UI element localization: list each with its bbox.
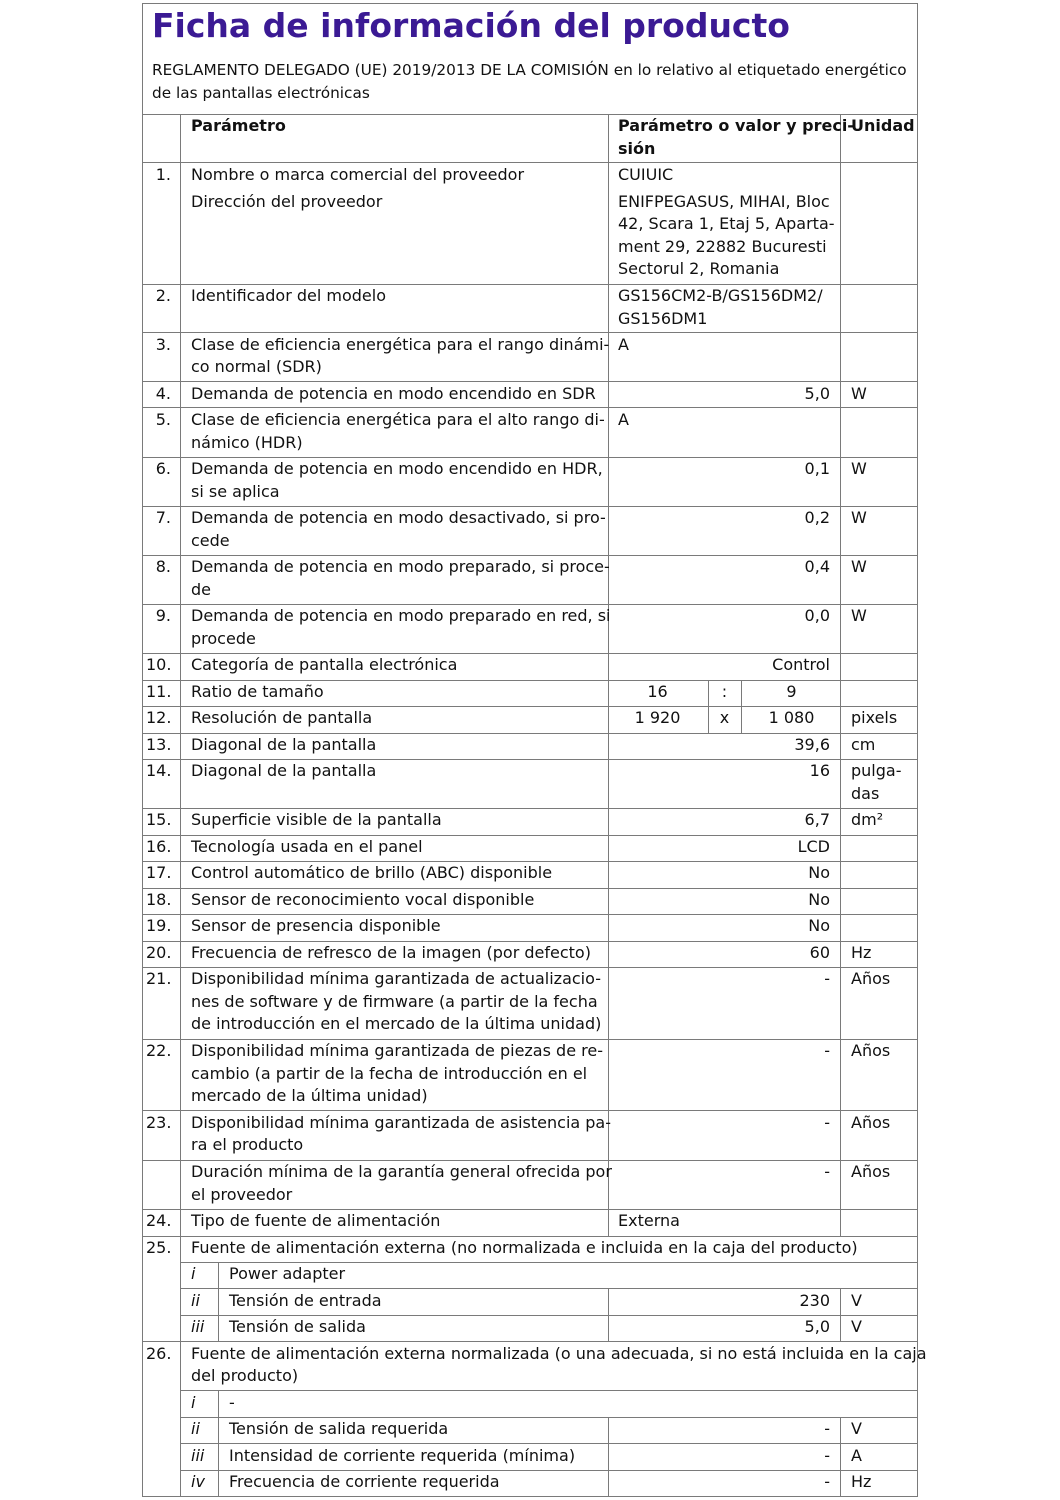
row-number: 6. [155,459,171,478]
row-label-line: procede [191,629,256,648]
column-header-unit: Unidad [851,116,915,135]
row-label-line: cambio (a partir de la fecha de introducción en el [191,1064,588,1083]
row-value: 0,2 [804,508,830,527]
grid-line [180,1390,918,1391]
row-unit: W [851,606,867,625]
row-label: Demanda de potencia en modo encendido en SDR [191,384,596,403]
row-value-line: 42, Scara 1, Etaj 5, Aparta- [618,214,835,233]
row-number: 5. [155,410,171,429]
row-unit: Años [851,1113,891,1132]
grid-line [142,1110,918,1111]
row-number: 21. [146,969,172,988]
row-label: Control automático de brillo (ABC) disponible [191,863,553,882]
row-unit: Años [851,969,891,988]
resolution-width: 1 920 [634,708,681,727]
row-label: Tecnología usada en el panel [191,837,423,856]
sub-row-label: Tensión de entrada [229,1291,382,1310]
sub-row-numeral: i [191,1393,196,1412]
row-label-line: cede [191,531,230,550]
row-value: - [824,1041,830,1060]
sub-row-label: Power adapter [229,1264,346,1283]
row-number: 16. [146,837,172,856]
row-unit: W [851,557,867,576]
row-value: No [808,863,830,882]
sub-row-unit: V [851,1317,862,1336]
row-unit: dm² [851,810,884,829]
row-label: Ratio de tamaño [191,682,324,701]
sub-row-value: - [824,1419,830,1438]
row-value: 0,4 [804,557,830,576]
grid-line [142,162,918,163]
resolution-height: 1 080 [768,708,815,727]
row-number: 26. [146,1344,172,1363]
sub-row-label: - [229,1393,235,1412]
sub-row-label: Frecuencia de corriente requerida [229,1472,500,1491]
row-number: 11. [146,682,172,701]
grid-line [142,407,918,408]
sub-row-label: Intensidad de corriente requerida (mínima) [229,1446,576,1465]
row-label: Superficie visible de la pantalla [191,810,442,829]
row-number: 17. [146,863,172,882]
grid-line [840,114,841,1236]
resolution-separator: x [719,708,730,727]
row-label: Diagonal de la pantalla [191,735,377,754]
row-unit-line: pulga- [851,761,902,780]
row-label-line: Demanda de potencia en modo preparado en red, si [191,606,611,625]
row-label-line: Demanda de potencia en modo encendido en HDR, [191,459,603,478]
row-number: 20. [146,943,172,962]
row-label-line: Duración mínima de la garantía general ofrecida por [191,1162,612,1181]
row-value-line: GS156CM2-B/GS156DM2/ [618,286,823,305]
row-number: 8. [155,557,171,576]
row-number: 1. [155,165,171,184]
row-number: 22. [146,1041,172,1060]
row-label-line: Demanda de potencia en modo preparado, si proce- [191,557,610,576]
row-value-line: ENIFPEGASUS, MIHAI, Bloc [618,192,830,211]
row-number: 12. [146,708,172,727]
row-number: 25. [146,1238,172,1257]
row-label-line: Fuente de alimentación externa normalizada (o una adecuada, si no está incluida en la caja [191,1344,927,1363]
row-value: 5,0 [804,384,830,403]
row-unit: Años [851,1162,891,1181]
page-title: Ficha de información del producto [152,6,790,45]
row-value: No [808,890,830,909]
row-label-line: Clase de eficiencia energética para el alto rango di- [191,410,605,429]
row-value: - [824,1162,830,1181]
row-value: Externa [618,1211,680,1230]
row-unit-line: das [851,784,880,803]
row-label-line: Disponibilidad mínima garantizada de actualizacio- [191,969,601,988]
row-label-line: ra el producto [191,1135,304,1154]
sub-row-unit: Hz [851,1472,872,1491]
ratio-separator: : [721,682,728,701]
row-label: Sensor de reconocimiento vocal disponible [191,890,535,909]
column-header-parameter: Parámetro [191,116,286,135]
row-value: A [618,335,629,354]
row-label: Categoría de pantalla electrónica [191,655,458,674]
row-number: 9. [155,606,171,625]
row-unit: Hz [851,943,872,962]
row-value: Control [772,655,830,674]
sub-row-value: - [824,1472,830,1491]
row-value: - [824,1113,830,1132]
sub-row-numeral: iii [191,1446,205,1465]
row-value: 0,0 [804,606,830,625]
sub-row-numeral: ii [191,1419,200,1438]
row-label-line: de introducción en el mercado de la última unidad) [191,1014,602,1033]
row-value-line: Sectorul 2, Romania [618,259,780,278]
ratio-width: 16 [647,682,668,701]
row-label-line: mercado de la última unidad) [191,1086,428,1105]
grid-line [840,1288,841,1341]
row-value: A [618,410,629,429]
row-number: 19. [146,916,172,935]
grid-line [142,332,918,333]
row-value: LCD [797,837,830,856]
grid-line [180,1288,918,1289]
row-number: 14. [146,761,172,780]
row-number: 7. [155,508,171,527]
row-number: 4. [155,384,171,403]
sub-row-unit: V [851,1291,862,1310]
row-label: Fuente de alimentación externa (no normalizada e incluida en la caja del producto) [191,1238,858,1257]
grid-line [142,381,918,382]
row-value: 16 [809,761,830,780]
row-label: Sensor de presencia disponible [191,916,441,935]
row-value-line: ment 29, 22882 Bucuresti [618,237,827,256]
row-number: 15. [146,810,172,829]
row-label-line: Demanda de potencia en modo desactivado, si pro- [191,508,606,527]
sub-row-numeral: i [191,1264,196,1283]
grid-line [218,1262,219,1341]
grid-line [180,1443,918,1444]
grid-line [608,114,609,1236]
row-label-line: si se aplica [191,482,280,501]
row-label-line: Clase de eficiencia energética para el rango dinámi- [191,335,610,354]
column-header-value-line1: Parámetro o valor y preci- [618,116,854,135]
row-label: Tipo de fuente de alimentación [191,1211,441,1230]
sub-row-label: Tensión de salida requerida [229,1419,449,1438]
row-label: Identificador del modelo [191,286,387,305]
sub-row-numeral: ii [191,1291,200,1310]
sub-row-numeral: iv [191,1472,205,1491]
row-label-line: del producto) [191,1366,299,1385]
row-label-line: de [191,580,211,599]
row-label: Frecuencia de refresco de la imagen (por defecto) [191,943,591,962]
row-unit: W [851,384,867,403]
row-unit: pixels [851,708,898,727]
sub-row-label: Tensión de salida [229,1317,366,1336]
row-unit: Años [851,1041,891,1060]
row-value: No [808,916,830,935]
row-number: 10. [146,655,172,674]
row-label-line: el proveedor [191,1185,293,1204]
row-label: Dirección del proveedor [191,192,383,211]
row-number: 2. [155,286,171,305]
column-header-value-line2: sión [618,139,656,158]
grid-line [180,114,181,1496]
row-value: 39,6 [794,735,830,754]
row-label: Diagonal de la pantalla [191,761,377,780]
row-label: Nombre o marca comercial del proveedor [191,165,525,184]
row-label-line: námico (HDR) [191,433,303,452]
row-unit: W [851,508,867,527]
row-value: 6,7 [804,810,830,829]
row-value: CUIUIC [618,165,674,184]
row-value: 60 [809,943,830,962]
grid-line [218,1390,219,1496]
row-label-line: Disponibilidad mínima garantizada de asistencia pa- [191,1113,612,1132]
regulation-subtitle: REGLAMENTO DELEGADO (UE) 2019/2013 DE LA COMISIÓN en lo relativo al etiquetado energético de las pantallas electrónicas [152,61,907,102]
grid-line [840,1417,841,1496]
row-unit: W [851,459,867,478]
sub-row-unit: V [851,1419,862,1438]
sub-row-value: - [824,1446,830,1465]
grid-line [608,1288,609,1341]
row-label: Resolución de pantalla [191,708,373,727]
row-number: 24. [146,1211,172,1230]
sub-row-numeral: iii [191,1317,205,1336]
sub-row-unit: A [851,1446,862,1465]
row-number: 23. [146,1113,172,1132]
row-value-line: GS156DM1 [618,309,708,328]
row-label-line: nes de software y de firmware (a partir de la fecha [191,992,598,1011]
row-value: 0,1 [804,459,830,478]
row-number: 3. [155,335,171,354]
row-label-line: Disponibilidad mínima garantizada de piezas de re- [191,1041,603,1060]
row-number: 18. [146,890,172,909]
sub-row-value: 5,0 [804,1317,830,1336]
ratio-height: 9 [786,682,797,701]
row-unit: cm [851,735,876,754]
grid-line [608,1417,609,1496]
row-value: - [824,969,830,988]
sub-row-value: 230 [799,1291,830,1310]
row-number: 13. [146,735,172,754]
grid-line [142,1341,918,1342]
row-label-line: co normal (SDR) [191,357,322,376]
